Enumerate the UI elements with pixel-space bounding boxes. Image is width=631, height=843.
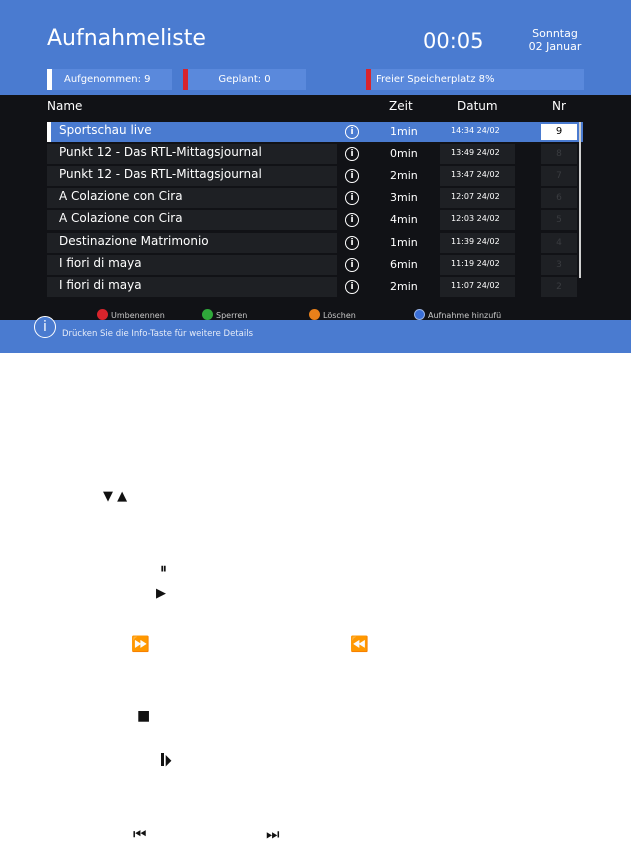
orange-button-icon [309, 309, 320, 320]
recorded-count-badge [47, 69, 172, 90]
column-header-zeit: Zeit [389, 99, 413, 113]
table-row[interactable] [47, 233, 583, 253]
recording-duration: 4min [390, 213, 418, 226]
recording-duration: 1min [390, 125, 418, 138]
recording-date: 14:34 24/02 [451, 126, 500, 135]
recording-date: 12:03 24/02 [451, 214, 500, 223]
slow-play-glyph: ⏵ [164, 751, 173, 770]
badge-marker [47, 69, 52, 90]
recording-number: 2 [556, 282, 562, 292]
rewind-icon: ⏪ [350, 635, 369, 653]
stop-icon: ■ [137, 708, 151, 724]
selection-marker [47, 122, 51, 142]
info-icon[interactable]: i [345, 236, 359, 250]
recording-name: A Colazione con Cira [59, 189, 183, 203]
info-icon[interactable]: i [345, 191, 359, 205]
recording-date: 11:39 24/02 [451, 237, 500, 246]
recording-duration: 1min [390, 236, 418, 249]
planned-count-label: Geplant: 0 [218, 74, 271, 85]
pause-icon: ⏸ [160, 561, 167, 577]
blue-button-icon [414, 309, 425, 320]
planned-count-badge [183, 69, 306, 90]
footer-hint: Drücken Sie die Info-Taste für weitere Details [62, 329, 254, 339]
legend-rename: Umbenennen [111, 311, 165, 320]
info-icon[interactable]: i [345, 147, 359, 161]
recorded-count-label: Aufgenommen: 9 [64, 74, 151, 85]
recording-date: 12:07 24/02 [451, 192, 500, 201]
clock: 00:05 [423, 29, 484, 53]
recording-number: 8 [556, 149, 562, 159]
fast-forward-icon: ⏩ [131, 635, 150, 653]
table-row[interactable] [47, 188, 583, 208]
info-icon[interactable]: i [345, 169, 359, 183]
page-title: Aufnahmeliste [47, 26, 206, 51]
table-row[interactable] [47, 166, 583, 186]
recording-name: A Colazione con Cira [59, 211, 183, 225]
legend-add-recording: Aufnahme hinzufü [428, 311, 502, 320]
recording-date: 11:07 24/02 [451, 281, 500, 290]
column-header-nr: Nr [552, 99, 566, 113]
free-storage-label: Freier Speicherplatz 8% [376, 74, 495, 85]
badge-marker [183, 69, 188, 90]
info-icon[interactable]: i [345, 258, 359, 272]
recording-name: Sportschau live [59, 123, 152, 137]
red-button-icon [97, 309, 108, 320]
badge-marker [366, 69, 371, 90]
recording-number: 3 [556, 260, 562, 270]
green-button-icon [202, 309, 213, 320]
free-storage-badge [366, 69, 584, 90]
date: 02 Januar [528, 40, 582, 53]
recording-name: Punkt 12 - Das RTL-Mittagsjournal [59, 145, 262, 159]
slow-play-icon [161, 753, 172, 768]
down-up-arrows-icon: ▼ ▲ [103, 489, 128, 504]
play-icon: ▶ [156, 586, 166, 601]
recording-date: 13:47 24/02 [451, 170, 500, 179]
info-icon[interactable]: i [345, 125, 359, 139]
recording-list-screen [0, 0, 631, 353]
scrollbar[interactable] [579, 122, 581, 278]
table-row[interactable] [47, 277, 583, 297]
legend-delete: Löschen [323, 311, 356, 320]
table-row[interactable] [47, 144, 583, 164]
recording-duration: 3min [390, 191, 418, 204]
previous-icon: ⏮ [133, 825, 147, 843]
table-row[interactable] [47, 255, 583, 275]
table-row[interactable] [47, 122, 583, 142]
weekday: Sonntag [532, 27, 578, 40]
recording-duration: 0min [390, 147, 418, 160]
info-icon[interactable]: i [345, 280, 359, 294]
recording-number: 7 [556, 171, 562, 181]
recording-date: 11:19 24/02 [451, 259, 500, 268]
recording-number: 9 [541, 124, 577, 140]
recording-number: 4 [556, 238, 562, 248]
column-header-datum: Datum [457, 99, 498, 113]
recording-date: 13:49 24/02 [451, 148, 500, 157]
recording-number: 6 [556, 193, 562, 203]
recording-duration: 6min [390, 258, 418, 271]
recording-number: 5 [556, 215, 562, 225]
recording-name: I fiori di maya [59, 278, 142, 292]
info-icon[interactable]: i [345, 213, 359, 227]
next-icon: ⏭ [266, 825, 280, 843]
recording-name: I fiori di maya [59, 256, 142, 270]
recording-name: Destinazione Matrimonio [59, 234, 209, 248]
recording-duration: 2min [390, 280, 418, 293]
column-header-name: Name [47, 99, 83, 113]
recording-duration: 2min [390, 169, 418, 182]
recording-name: Punkt 12 - Das RTL-Mittagsjournal [59, 167, 262, 181]
legend-lock: Sperren [216, 311, 248, 320]
info-icon: i [34, 316, 56, 338]
table-row[interactable] [47, 210, 583, 230]
